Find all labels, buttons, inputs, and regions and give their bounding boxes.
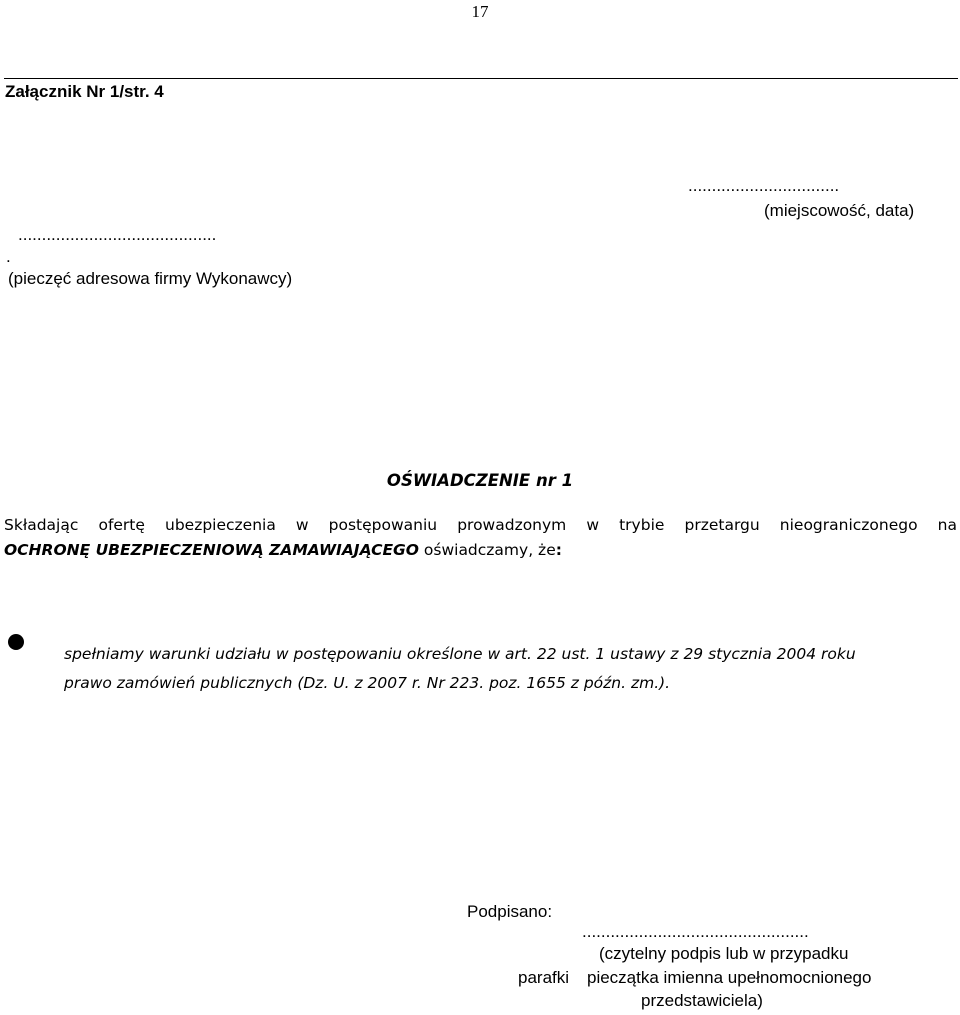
header-rule xyxy=(4,78,958,79)
attachment-label: Załącznik Nr 1/str. 4 xyxy=(5,82,164,101)
condition-line-1: spełniamy warunki udziału w postępowaniu określone w art. 22 ust. 1 ustawy z 29 stycznia 2004 roku xyxy=(64,645,856,663)
condition-line-2: prawo zamówień publicznych (Dz. U. z 2007 r. Nr 223. poz. 1655 z późn. zm.). xyxy=(64,674,671,692)
signed-label: Podpisano: xyxy=(467,902,553,921)
intro-tail: oświadczamy, że xyxy=(418,541,556,559)
signature-caption-parafki: parafki xyxy=(518,968,570,987)
signature-dots: ................................................ xyxy=(582,922,809,941)
stamp-dots: .......................................... xyxy=(18,225,217,244)
stamp-label: (pieczęć adresowa firmy Wykonawcy) xyxy=(8,269,293,288)
bullet-icon xyxy=(8,634,24,650)
intro-line-1: Składając ofertę ubezpieczenia w postępowaniu prowadzonym w trybie przetargu nieograniczonego na xyxy=(4,516,957,534)
intro-subject: OCHRONĘ UBEZPIECZENIOWĄ ZAMAWIAJĄCEGO xyxy=(4,541,419,559)
page-number: 17 xyxy=(471,2,489,21)
intro-line-2 xyxy=(4,541,562,559)
signature-caption-line-3: przedstawiciela) xyxy=(641,991,763,1010)
stamp-period: . xyxy=(6,247,11,266)
place-date-dots: ................................ xyxy=(688,176,840,195)
intro-colon: : xyxy=(555,541,562,559)
place-date-label: (miejscowość, data) xyxy=(764,201,915,220)
statement-title: OŚWIADCZENIE nr 1 xyxy=(386,471,574,490)
signature-caption-line-1: (czytelny podpis lub w przypadku xyxy=(599,944,849,963)
signature-caption-line-2: pieczątka imienna upełnomocnionego xyxy=(587,968,872,987)
